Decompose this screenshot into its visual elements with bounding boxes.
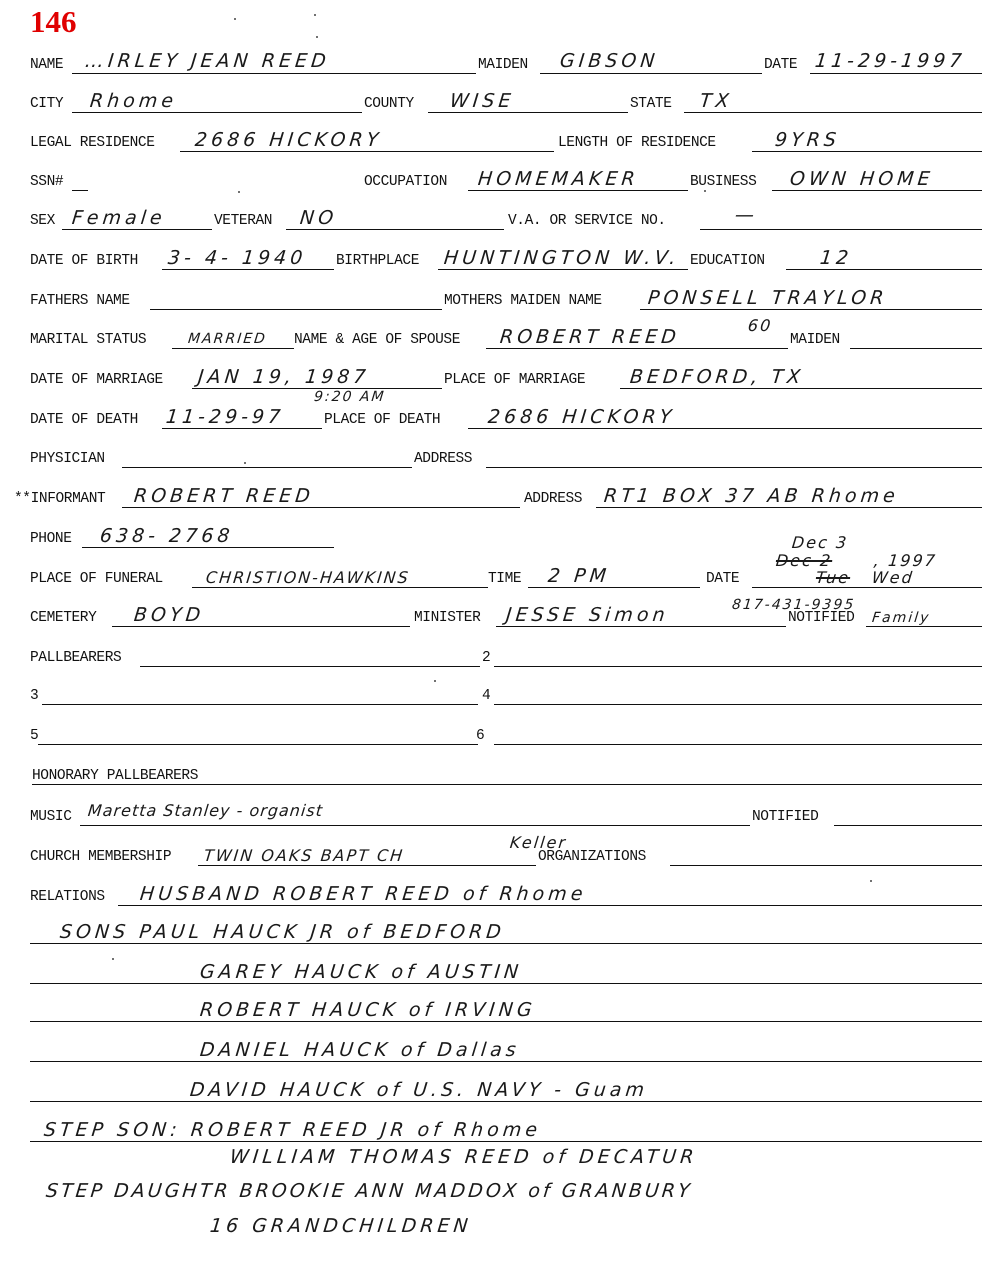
- va-service-value: —: [733, 204, 760, 226]
- occupation-line: [468, 190, 688, 191]
- ssn-label: SSN#: [30, 174, 64, 190]
- relations-entry-6: STEP SON: ROBERT REED JR of Rhome: [42, 1119, 543, 1141]
- county-value: WISE: [448, 90, 516, 112]
- church-membership-line: [198, 865, 536, 866]
- legal-residence-label: LEGAL RESIDENCE: [30, 135, 155, 151]
- scan-speck: [314, 14, 316, 16]
- physician-line: [122, 467, 412, 468]
- mothers-maiden-line: [640, 309, 982, 310]
- informant-address-line: [596, 507, 982, 508]
- relations-row-3: [0, 998, 1000, 1024]
- length-of-residence-label: LENGTH OF RESIDENCE: [558, 135, 716, 151]
- state-line: [684, 112, 982, 113]
- education-value: 12: [818, 247, 854, 269]
- relations-entry-8: STEP DAUGHTR BROOKIE ANN MADDOX of GRANBURY: [44, 1180, 694, 1202]
- pallbearer-4-label: 4: [482, 688, 491, 704]
- va-service-label: V.A. OR SERVICE NO.: [508, 213, 666, 229]
- row-marriage: [0, 365, 1000, 405]
- relations-row-2: [0, 960, 1000, 986]
- scan-speck: [704, 190, 706, 192]
- birthplace-value: HUNTINGTON W.V.: [442, 247, 681, 269]
- physician-label: PHYSICIAN: [30, 451, 105, 467]
- row-physician: [0, 444, 1000, 470]
- page-number: 146: [30, 4, 77, 39]
- date-of-death-label: DATE OF DEATH: [30, 412, 138, 428]
- education-label: EDUCATION: [690, 253, 765, 269]
- pallbearer-4-line: [494, 704, 982, 705]
- row-city: [0, 89, 1000, 115]
- pallbearer-5-line: [38, 744, 478, 745]
- va-service-line: [700, 229, 982, 230]
- relations-line-1: [30, 943, 982, 944]
- phone-label: PHONE: [30, 531, 72, 547]
- relations-row-5: [0, 1078, 1000, 1104]
- relations-row-4: [0, 1038, 1000, 1064]
- informant-line: [122, 507, 520, 508]
- spouse-maiden-label: MAIDEN: [790, 332, 840, 348]
- occupation-label: OCCUPATION: [364, 174, 448, 190]
- informant-address-label: ADDRESS: [524, 491, 583, 507]
- physician-address-label: ADDRESS: [414, 451, 473, 467]
- row-birth: [0, 246, 1000, 272]
- funeral-date-year: , 1997: [873, 551, 938, 570]
- row-ssn: [0, 167, 1000, 193]
- row-cemetery: [0, 597, 1000, 629]
- minister-line: [496, 626, 786, 627]
- time-label: TIME: [488, 571, 522, 587]
- informant-value: ROBERT REED: [132, 485, 316, 507]
- relations-label: RELATIONS: [30, 889, 105, 905]
- pallbearer-3-line: [42, 704, 478, 705]
- church-membership-label: CHURCH MEMBERSHIP: [30, 849, 172, 865]
- pallbearer-2-label: 2: [482, 650, 491, 666]
- relations-row-6: [0, 1118, 1000, 1144]
- row-music: [0, 802, 1000, 828]
- music-notified-label: NOTIFIED: [752, 809, 819, 825]
- relations-line-2: [30, 983, 982, 984]
- relations-entry-9: 16 GRANDCHILDREN: [208, 1215, 473, 1237]
- date-of-marriage-value: JAN 19, 1987: [196, 366, 371, 388]
- scan-speck: [244, 462, 246, 464]
- honorary-pallbearers-label: HONORARY PALLBEARERS: [32, 768, 199, 784]
- relations-entry-7: WILLIAM THOMAS REED of DECATUR: [228, 1146, 699, 1168]
- place-of-death-label: PLACE OF DEATH: [324, 412, 441, 428]
- row-pallbearers-1: [0, 643, 1000, 669]
- row-sex: [0, 206, 1000, 232]
- row-informant: [0, 484, 1000, 510]
- business-value: OWN HOME: [788, 168, 935, 190]
- music-notified-line: [834, 825, 982, 826]
- length-of-residence-line: [752, 151, 982, 152]
- place-of-marriage-label: PLACE OF MARRIAGE: [444, 372, 586, 388]
- funeral-date-line1: Dec 3: [791, 533, 850, 552]
- date-line: [810, 73, 982, 74]
- ssn-line: [72, 190, 88, 191]
- notified-line: [866, 626, 982, 627]
- education-line: [786, 269, 982, 270]
- city-line: [72, 112, 362, 113]
- maiden-line: [540, 73, 762, 74]
- cemetery-label: CEMETERY: [30, 610, 97, 626]
- date-label: DATE: [764, 57, 798, 73]
- organizations-line: [670, 865, 982, 866]
- relations-row-1: [0, 920, 1000, 946]
- scan-speck: [434, 680, 436, 682]
- funeral-date-label: DATE: [706, 571, 740, 587]
- fathers-name-line: [150, 309, 442, 310]
- scan-speck: [238, 191, 240, 193]
- marital-status-label: MARITAL STATUS: [30, 332, 147, 348]
- state-value: TX: [698, 90, 734, 112]
- relations-entry-5: DAVID HAUCK of U.S. NAVY - Guam: [188, 1079, 650, 1101]
- row-pallbearers-3: [0, 721, 1000, 747]
- spouse-age-value: 60: [747, 316, 774, 335]
- date-of-marriage-label: DATE OF MARRIAGE: [30, 372, 163, 388]
- scan-speck: [234, 18, 236, 20]
- county-label: COUNTY: [364, 96, 414, 112]
- relations-entry-2: GAREY HAUCK of AUSTIN: [198, 961, 524, 983]
- occupation-value: HOMEMAKER: [476, 168, 640, 190]
- city-label: CITY: [30, 96, 64, 112]
- name-value: …IRLEY JEAN REED: [83, 50, 331, 72]
- relations-line-4: [30, 1061, 982, 1062]
- pallbearer-3-label: 3: [30, 688, 39, 704]
- minister-label: MINISTER: [414, 610, 481, 626]
- phone-line: [82, 547, 334, 548]
- dob-line: [162, 269, 334, 270]
- place-of-marriage-value: BEDFORD, TX: [628, 366, 806, 388]
- informant-label: **INFORMANT: [14, 491, 106, 507]
- relations-line-5: [30, 1101, 982, 1102]
- dob-value: 3- 4- 1940: [166, 247, 308, 269]
- pallbearer-5-label: 5: [30, 728, 39, 744]
- marriage-time-value: 9:20 AM: [313, 389, 387, 405]
- pallbearer-1-line: [140, 666, 480, 667]
- scan-speck: [112, 958, 114, 960]
- row-phone: [0, 524, 1000, 550]
- phone-note-value: 817-431-9395: [731, 597, 857, 613]
- length-of-residence-value: 9YRS: [773, 129, 842, 151]
- legal-residence-line: [180, 151, 554, 152]
- funeral-date-line: [752, 587, 982, 588]
- row-name: [0, 50, 1000, 76]
- relations-entry-3: ROBERT HAUCK of IRVING: [198, 999, 537, 1021]
- date-of-death-line: [162, 428, 322, 429]
- place-of-funeral-line: [192, 587, 488, 588]
- place-of-death-value: 2686 HICKORY: [486, 406, 677, 428]
- music-value: Maretta Stanley - organist: [87, 801, 325, 820]
- minister-value: JESSE Simon: [504, 604, 670, 626]
- music-line: [80, 825, 750, 826]
- notified-value: Family: [871, 610, 932, 626]
- church-membership-value: TWIN OAKS BAPT CH: [203, 846, 406, 865]
- time-value: 2 PM: [546, 565, 612, 587]
- birthplace-line: [438, 269, 688, 270]
- spouse-value: ROBERT REED: [498, 326, 682, 348]
- county-line: [428, 112, 628, 113]
- notified-label: NOTIFIED: [788, 610, 855, 626]
- place-of-funeral-value: CHRISTION-HAWKINS: [205, 568, 411, 587]
- sex-line: [62, 229, 212, 230]
- legal-residence-value: 2686 HICKORY: [193, 129, 384, 151]
- phone-value: 638- 2768: [98, 525, 235, 547]
- place-of-death-line: [468, 428, 982, 429]
- time-line: [528, 587, 700, 588]
- relations-entry-4: DANIEL HAUCK of Dallas: [198, 1039, 521, 1061]
- row-relations: [0, 882, 1000, 908]
- birthplace-label: BIRTHPLACE: [336, 253, 420, 269]
- funeral-day-value: Wed: [871, 568, 915, 587]
- church-note-value: Keller: [509, 833, 569, 852]
- veteran-label: VETERAN: [214, 213, 273, 229]
- sex-label: SEX: [30, 213, 55, 229]
- relations-value: HUSBAND ROBERT REED of Rhome: [138, 883, 588, 905]
- dob-label: DATE OF BIRTH: [30, 253, 138, 269]
- city-value: Rhome: [88, 90, 179, 112]
- row-pallbearers-2: [0, 681, 1000, 707]
- pallbearer-6-label: 6: [476, 728, 485, 744]
- marital-status-line: [172, 348, 294, 349]
- pallbearer-2-line: [494, 666, 982, 667]
- maiden-label: MAIDEN: [478, 57, 528, 73]
- date-of-death-value: 11-29-97: [164, 406, 286, 428]
- relations-line: [118, 905, 982, 906]
- row-marital: [0, 316, 1000, 351]
- date-value: 11-29-1997: [813, 50, 967, 72]
- veteran-line: [286, 229, 504, 230]
- relations-line-3: [30, 1021, 982, 1022]
- place-of-funeral-label: PLACE OF FUNERAL: [30, 571, 163, 587]
- row-residence: [0, 128, 1000, 154]
- mothers-maiden-value: PONSELL TRAYLOR: [646, 287, 889, 309]
- scan-speck: [316, 36, 318, 38]
- row-honorary: [0, 761, 1000, 787]
- marital-status-value: MARRIED: [187, 331, 268, 347]
- pallbearers-label: PALLBEARERS: [30, 650, 122, 666]
- row-church: [0, 833, 1000, 868]
- spouse-label: NAME & AGE OF SPOUSE: [294, 332, 461, 348]
- sex-value: Female: [70, 207, 167, 229]
- funeral-day-struck: Tue: [815, 568, 852, 587]
- business-line: [772, 190, 982, 191]
- place-of-marriage-line: [620, 388, 982, 389]
- funeral-date-struck: Dec 2: [775, 551, 834, 570]
- name-label: NAME: [30, 57, 64, 73]
- honorary-line-a: [32, 784, 982, 785]
- spouse-line: [486, 348, 788, 349]
- row-parents: [0, 286, 1000, 312]
- spouse-maiden-line: [850, 348, 982, 349]
- veteran-value: NO: [298, 207, 339, 229]
- scan-speck: [870, 880, 872, 882]
- mothers-maiden-label: MOTHERS MAIDEN NAME: [444, 293, 602, 309]
- fathers-name-label: FATHERS NAME: [30, 293, 130, 309]
- relations-entry-1: SONS PAUL HAUCK JR of BEDFORD: [58, 921, 507, 943]
- row-death: [0, 405, 1000, 431]
- physician-address-line: [486, 467, 982, 468]
- business-label: BUSINESS: [690, 174, 757, 190]
- cemetery-value: BOYD: [132, 604, 206, 626]
- music-label: MUSIC: [30, 809, 72, 825]
- pallbearer-6-line: [494, 744, 982, 745]
- cemetery-line: [112, 626, 410, 627]
- informant-address-value: RT1 BOX 37 AB Rhome: [602, 485, 900, 507]
- relations-line-6: [30, 1141, 982, 1142]
- organizations-label: ORGANIZATIONS: [538, 849, 646, 865]
- name-line: [72, 73, 476, 74]
- state-label: STATE: [630, 96, 672, 112]
- maiden-value: GIBSON: [558, 50, 660, 72]
